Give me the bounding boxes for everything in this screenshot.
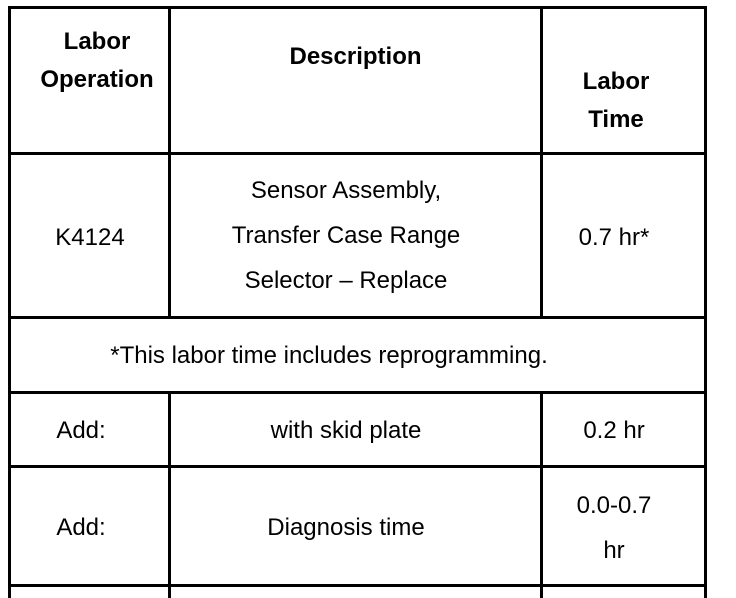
add-row-2-description [171, 505, 521, 550]
header-labor-time-line2: Time [588, 106, 644, 133]
add-row-1-label [11, 408, 151, 453]
description-line1: Sensor Assembly, [250, 177, 442, 204]
table-top-border [8, 6, 706, 9]
add-row-2-time-line1: 0.0-0.7 [576, 492, 652, 519]
note-row-bottom-border [8, 391, 706, 394]
header-labor-operation-line2: Operation [40, 66, 154, 93]
add-row-2-description-text: Diagnosis time [267, 514, 425, 541]
header-description [171, 38, 540, 76]
main-row-bottom-border [8, 316, 706, 319]
header-labor-operation [11, 22, 183, 100]
main-row-operation [11, 215, 169, 260]
column-divider-2-upper [540, 6, 543, 319]
add-row-1-description [171, 408, 521, 453]
description-line3: Selector – Replace [244, 267, 448, 294]
header-labor-time-line1: Labor [582, 68, 650, 95]
description-line2: Transfer Case Range [231, 222, 461, 249]
operation-code: K4124 [55, 224, 125, 251]
add-row-2-label [11, 505, 151, 550]
add-row-2-time [543, 483, 685, 573]
note-text: *This labor time includes reprogramming. [110, 342, 548, 369]
header-description-text: Description [289, 43, 422, 70]
note-row [11, 333, 647, 378]
add-row-1-time-text: 0.2 hr [583, 417, 645, 444]
add-row-1-bottom-border [8, 465, 706, 468]
add-row-1-description-text: with skid plate [270, 417, 422, 444]
add-row-1-time [543, 408, 685, 453]
add-row-1-label-text: Add: [56, 417, 106, 444]
header-labor-operation-line1: Labor [63, 28, 131, 55]
header-labor-time [543, 62, 689, 140]
add-row-2-bottom-border [8, 584, 706, 587]
table-right-border [704, 6, 707, 598]
header-bottom-border [8, 152, 706, 155]
add-row-2-time-line2: hr [603, 537, 625, 564]
main-row-description [171, 168, 521, 303]
add-row-2-label-text: Add: [56, 514, 106, 541]
main-row-time [543, 215, 685, 260]
main-labor-time: 0.7 hr* [578, 224, 650, 251]
